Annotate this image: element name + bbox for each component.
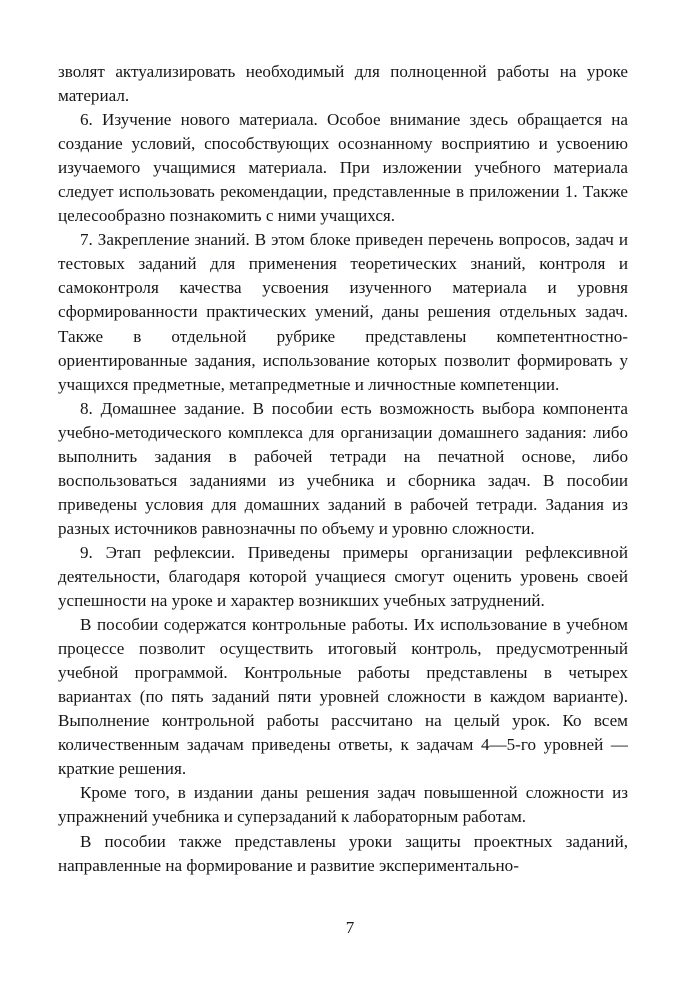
page-text-body (58, 60, 628, 878)
paragraph-item-8: 8. Домашнее задание. В пособии есть возможность выбора компонента учебно-методического комплекса для организации домашнего задания: либо выполнить задания в рабочей тетради на печатной основе, либо воспользоваться заданиями из учебника и сборника задач. В пособии приведены условия для домашних заданий в рабочей тетради. Задания из разных источников равнозначны по объему и уровню сложности. (58, 398, 628, 538)
paragraph-item-9: 9. Этап рефлексии. Приведены примеры организации рефлексивной деятельности, благодаря которой учащиеся смогут оценить уровень своей успешности на уроке и характер возникших учебных затруднений. (58, 542, 628, 611)
paragraph-extra-solutions: Кроме того, в издании даны решения задач повышенной сложности из упражнений учебника и суперзаданий к лабораторным работам. (58, 783, 628, 827)
paragraph-item-6: 6. Изучение нового материала. Особое внимание здесь обращается на создание условий, способствующих осознанному восприятию и усвоению изучаемого учащимися материала. При изложении учебного материала следует использовать рекомендации, представленные в приложении 1. Также целесообразно познакомить с ними учащихся. (58, 110, 628, 226)
paragraph-item-7: 7. Закрепление знаний. В этом блоке приведен перечень вопросов, задач и тестовых заданий для применения теоретических знаний, контроля и самоконтроля качества усвоения изученного материала и уровня сформированности практических умений, даны решения отдельных задач. Также в отдельной рубрике представлены компетентностно-ориентированные задания, использование которых позволит формировать у учащихся предметные, метапредметные и личностные компетенции. (58, 230, 628, 394)
paragraph-project-lessons: В пособии также представлены уроки защиты проектных заданий, направленные на формирование и развитие экспериментально- (58, 831, 628, 875)
paragraph-continuation: зволят актуализировать необходимый для полноценной работы на уроке материал. (58, 62, 628, 106)
page-number: 7 (345, 918, 355, 937)
paragraph-control-works: В пособии содержатся контрольные работы. Их использование в учебном процессе позволит осуществить итоговый контроль, предусмотренный учебной программой. Контрольные работы представлены в четырех вариантах (по пять заданий пяти уровней сложности в каждом варианте). Выполнение контрольной работы рассчитано на целый урок. Ко всем количественным задачам приведены ответы, к задачам 4—5-го уровней — краткие решения. (58, 615, 628, 779)
